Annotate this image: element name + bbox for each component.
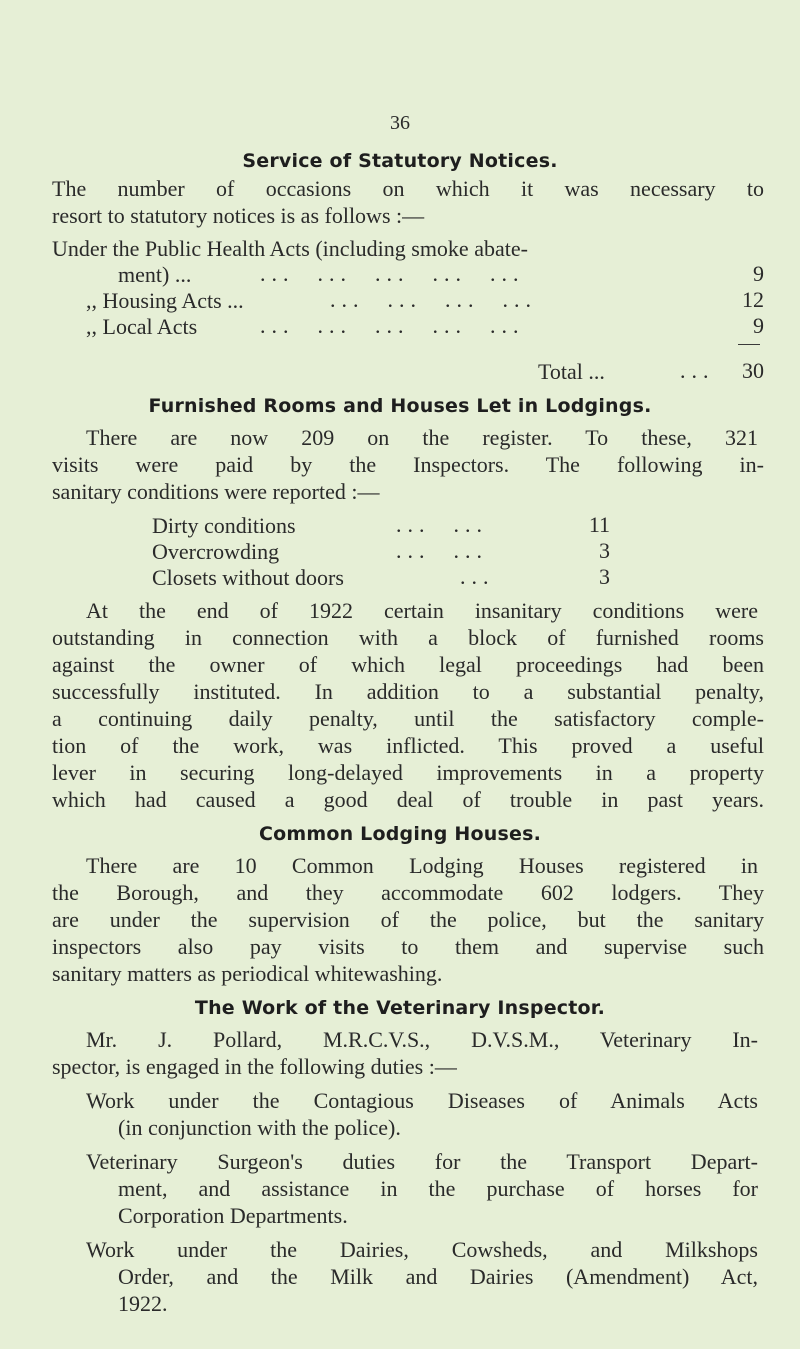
- statutory-item-1-value: 9: [753, 261, 764, 286]
- condition-1-leaders: ... ...: [396, 512, 488, 537]
- furnished-para-line-1: There are now 209 on the register. To these, 321: [86, 425, 758, 450]
- condition-3-label: Closets without doors: [152, 565, 344, 590]
- page-number: 36: [390, 112, 410, 134]
- common-lodging-heading: Common Lodging Houses.: [258, 823, 541, 845]
- statutory-item-3-value: 9: [753, 313, 764, 338]
- veterinary-heading: The Work of the Veterinary Inspector.: [194, 997, 606, 1019]
- condition-3-value: 3: [599, 564, 610, 589]
- statutory-item-2-leaders: ... ... ... ...: [330, 287, 537, 312]
- statutory-item-2-value: 12: [742, 287, 764, 312]
- statutory-intro-line-1: The number of occasions on which it was necessary to: [52, 176, 764, 201]
- furnished-para2-line-2: outstanding in connection with a block of furnished rooms: [52, 625, 764, 650]
- condition-2-label: Overcrowding: [152, 539, 280, 564]
- statutory-item-2-label: ,, Housing Acts ...: [86, 288, 244, 313]
- statutory-total-value: 30: [742, 358, 764, 383]
- duty-3-line-1: Work under the Dairies, Cowsheds, and Milkshops: [86, 1237, 758, 1262]
- common-line-1: There are 10 Common Lodging Houses registered in: [86, 853, 758, 878]
- statutory-heading: Service of Statutory Notices.: [242, 150, 558, 172]
- common-line-2: the Borough, and they accommodate 602 lodgers. They: [52, 880, 764, 905]
- veterinary-intro-line-1: Mr. J. Pollard, M.R.C.V.S., D.V.S.M., Veterinary In-: [86, 1027, 758, 1052]
- duty-2-line-2: ment, and assistance in the purchase of horses for: [118, 1176, 758, 1201]
- veterinary-intro-line-2: spector, is engaged in the following duties :—: [52, 1054, 457, 1079]
- furnished-para2-line-4: successfully instituted. In addition to a substantial penalty,: [52, 679, 764, 704]
- duty-2-line-1: Veterinary Surgeon's duties for the Transport Depart-: [86, 1149, 758, 1174]
- condition-1-value: 11: [588, 512, 610, 537]
- duty-1-line-2: (in conjunction with the police).: [118, 1115, 401, 1140]
- statutory-item-1-leaders: ... ... ... ... ...: [260, 261, 525, 286]
- furnished-para2-line-6: tion of the work, was inflicted. This proved a useful: [52, 733, 764, 758]
- total-rule: [738, 344, 760, 345]
- common-line-3: are under the supervision of the police, but the sanitary: [52, 907, 764, 932]
- statutory-total-label: Total ...: [538, 359, 605, 384]
- duty-2-line-3: Corporation Departments.: [118, 1203, 348, 1228]
- furnished-para2-line-1: At the end of 1922 certain insanitary conditions were: [86, 598, 758, 623]
- common-line-4: inspectors also pay visits to them and supervise such: [52, 934, 764, 959]
- furnished-para2-line-7: lever in securing long-delayed improvements in a property: [52, 760, 764, 785]
- condition-2-value: 3: [599, 538, 610, 563]
- statutory-item-1-line-2: ment) ...: [118, 262, 192, 287]
- furnished-heading: Furnished Rooms and Houses Let in Lodgings.: [148, 395, 652, 417]
- condition-2-leaders: ... ...: [396, 538, 488, 563]
- common-line-5: sanitary matters as periodical whitewashing.: [52, 961, 443, 986]
- duty-3-line-3: 1922.: [118, 1291, 168, 1316]
- furnished-para-line-2: visits were paid by the Inspectors. The following in-: [52, 452, 764, 477]
- statutory-total-leaders: ...: [680, 358, 715, 383]
- duty-1-line-1: Work under the Contagious Diseases of Animals Acts: [86, 1088, 758, 1113]
- duty-3-line-2: Order, and the Milk and Dairies (Amendment) Act,: [118, 1264, 758, 1289]
- furnished-para2-line-3: against the owner of which legal proceedings had been: [52, 652, 764, 677]
- statutory-item-3-leaders: ... ... ... ... ...: [260, 313, 525, 338]
- statutory-item-3-label: ,, Local Acts: [86, 314, 198, 339]
- condition-1-label: Dirty conditions: [152, 513, 296, 538]
- condition-3-leaders: ...: [460, 564, 495, 589]
- furnished-para-line-3: sanitary conditions were reported :—: [52, 479, 380, 504]
- furnished-para2-line-8: which had caused a good deal of trouble in past years.: [52, 787, 764, 812]
- statutory-item-1-line-1: Under the Public Health Acts (including smoke abate-: [52, 236, 528, 261]
- furnished-para2-line-5: a continuing daily penalty, until the satisfactory comple-: [52, 706, 764, 731]
- statutory-intro-line-2: resort to statutory notices is as follows :—: [52, 203, 425, 228]
